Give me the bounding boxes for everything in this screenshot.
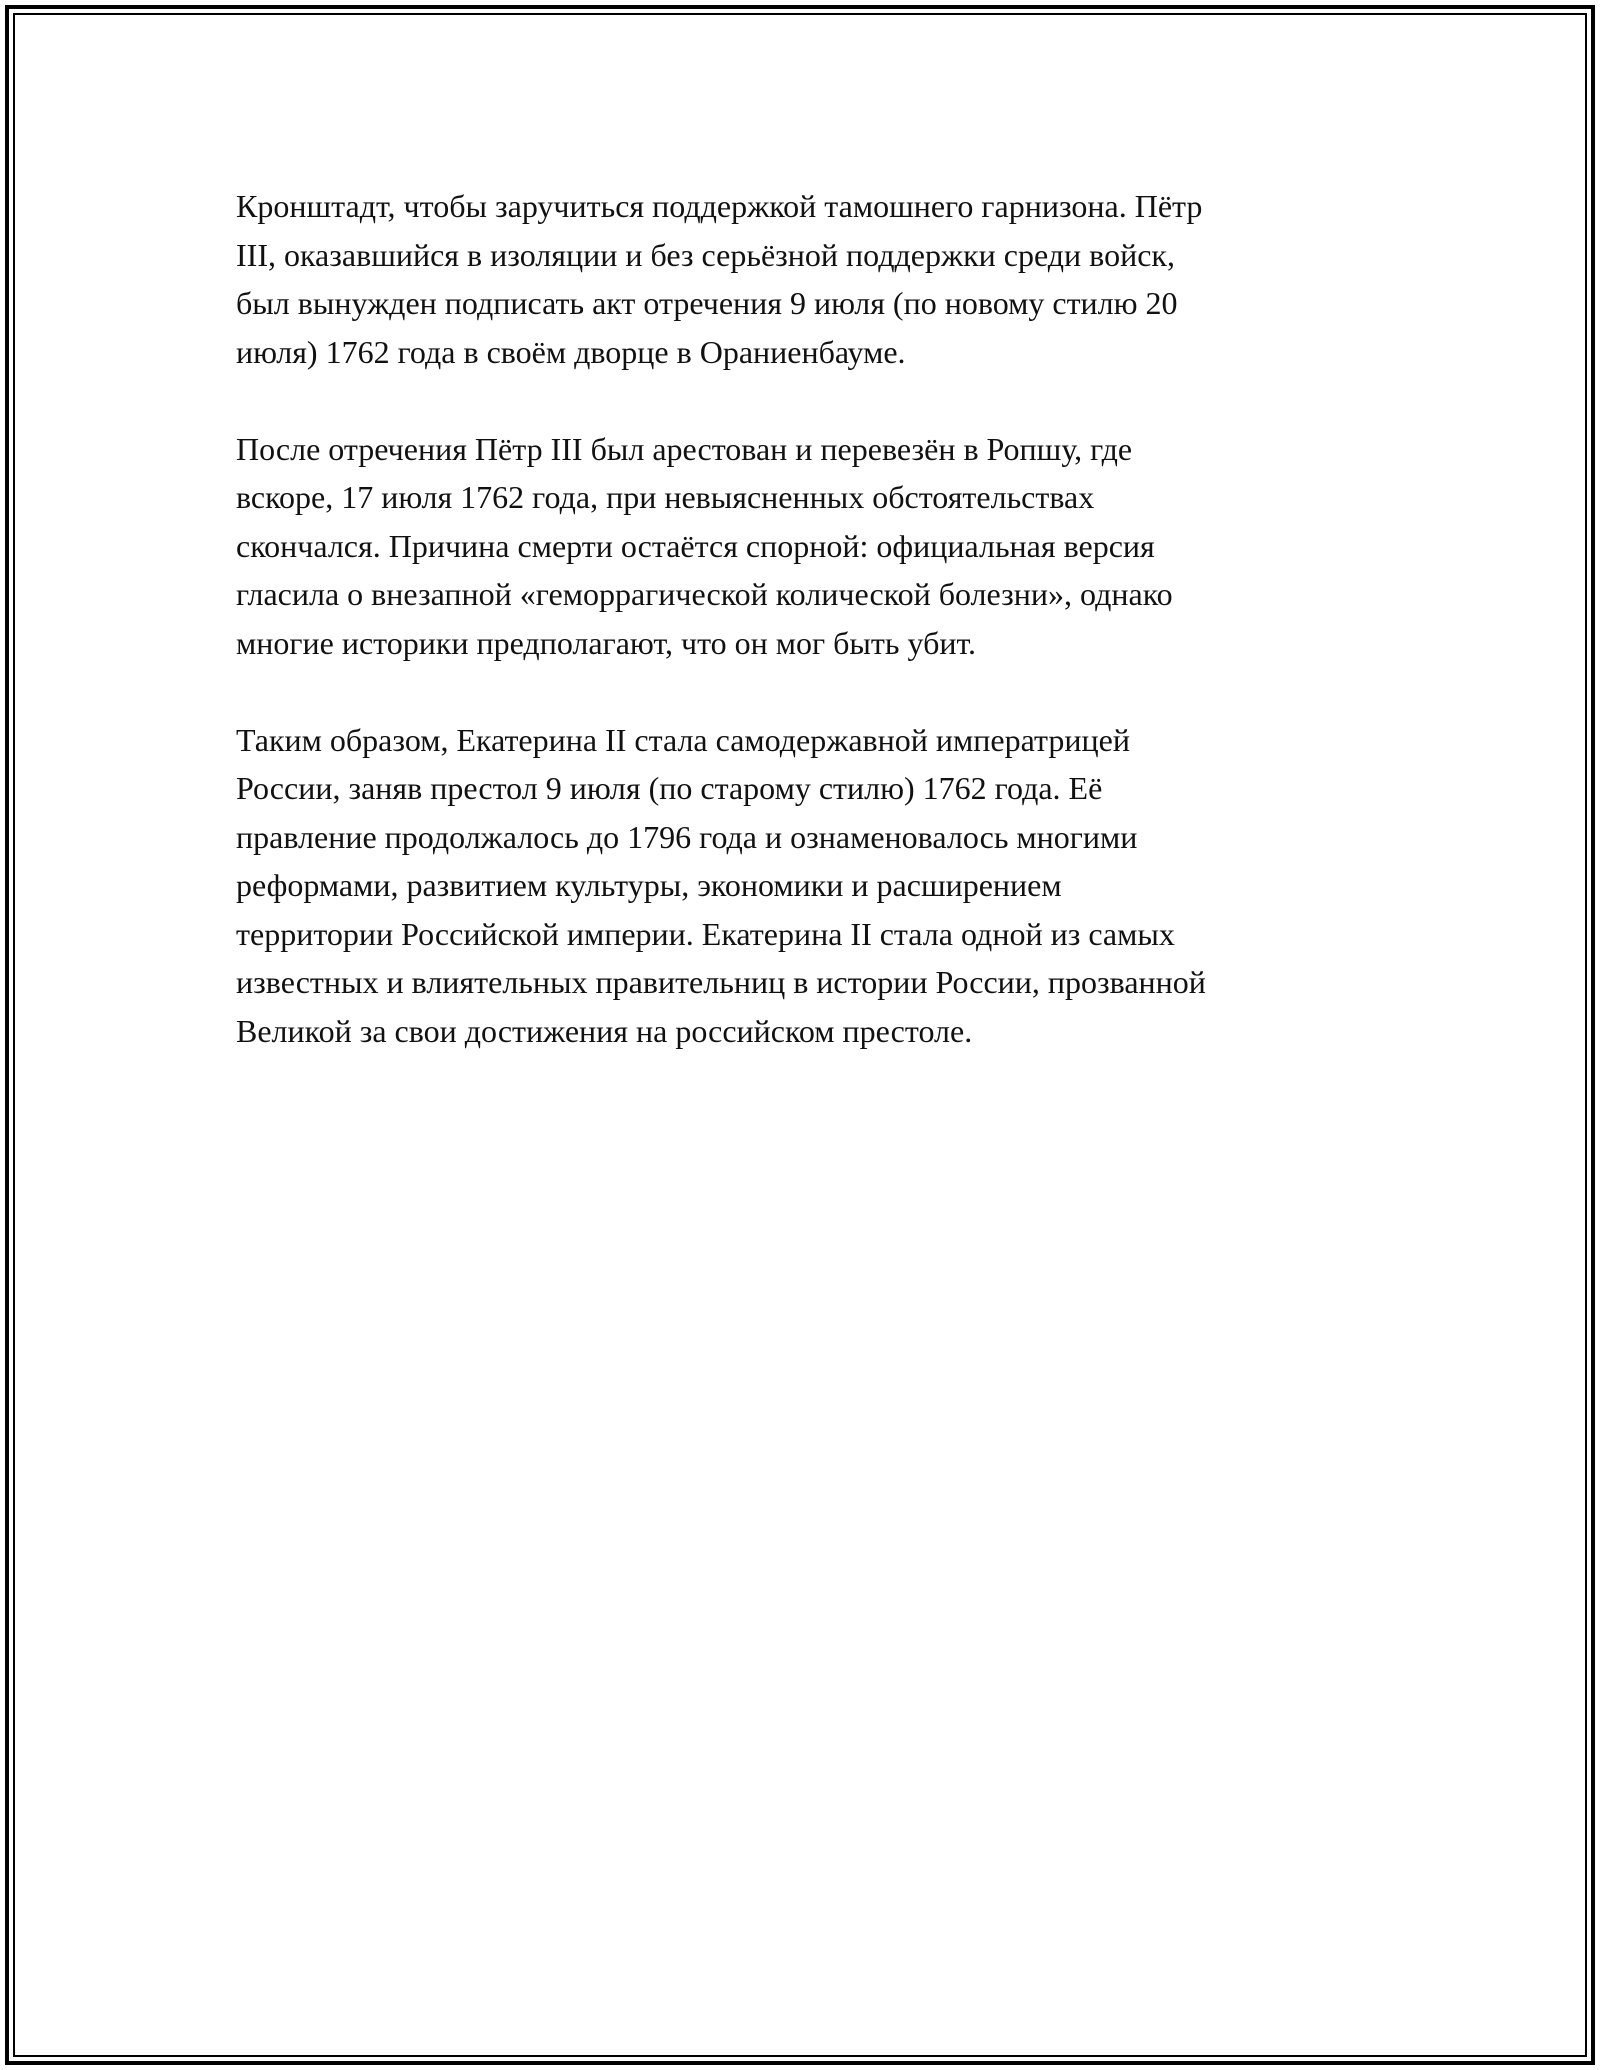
text-line: После отречения Пётр III был арестован и перевезён в Ропшу, где xyxy=(236,430,1133,467)
text-line: скончался. Причина смерти остаётся спорной: официальная версия xyxy=(236,527,1155,564)
text-line: был вынужден подписать акт отречения 9 июля (по новому стилю 20 xyxy=(236,285,1178,321)
text-line: гласила о внезапной «геморрагической колической болезни», однако xyxy=(236,576,1173,612)
paragraph-2 xyxy=(236,425,1386,668)
text-line: вскоре, 17 июля 1762 года, при невыясненных обстоятельствах xyxy=(236,479,1095,515)
text-line: многие историки предполагают, что он мог быть убит. xyxy=(236,624,977,661)
paragraph-3 xyxy=(236,716,1386,1056)
text-line: III, оказавшийся в изоляции и без серьёзной поддержки среди войск, xyxy=(236,236,1175,273)
text-line: правление продолжалось до 1796 года и ознаменовалось многими xyxy=(236,818,1138,855)
text-line: Великой за свои достижения на российском престоле. xyxy=(236,1012,973,1049)
text-line: известных и влиятельных правительниц в истории России, прозванной xyxy=(236,964,1206,1000)
text-line: реформами, развитием культуры, экономики и расширением xyxy=(236,867,1062,903)
text-line: России, заняв престол 9 июля (по старому стилю) 1762 года. Её xyxy=(236,770,1103,806)
text-line: территории Российской империи. Екатерина II стала одной из самых xyxy=(236,915,1175,952)
paragraph-1 xyxy=(236,182,1386,376)
text-line: июля) 1762 года в своём дворце в Ораниенбауме. xyxy=(236,333,906,370)
text-line: Таким образом, Екатерина II стала самодержавной императрицей xyxy=(236,721,1130,758)
document-body xyxy=(236,182,1386,1104)
text-line: Кронштадт, чтобы заручиться поддержкой тамошнего гарнизона. Пётр xyxy=(236,188,1203,224)
